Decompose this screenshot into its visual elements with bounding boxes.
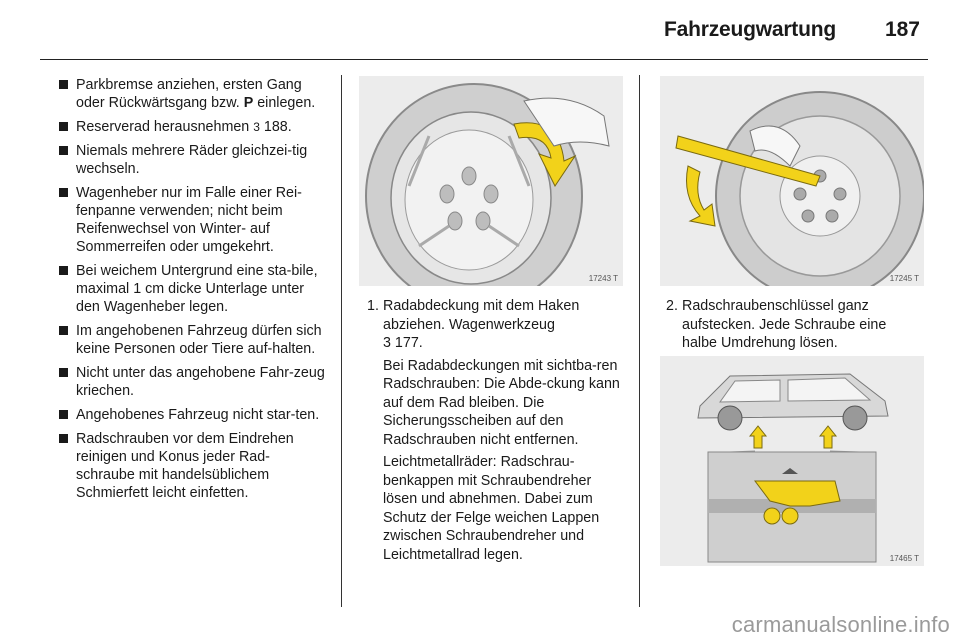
step-text: Radschraubenschlüssel ganz aufstecken. Jede Schraube eine halbe Umdrehung lösen. (682, 298, 887, 351)
bullet-square-icon (59, 122, 68, 131)
safety-bullet-list (56, 76, 328, 508)
page-reference-icon: 3 (253, 120, 260, 134)
step-1 (367, 297, 629, 568)
step-number: 1. (367, 298, 379, 314)
wheel-cover-removal-illustration (359, 76, 623, 286)
list-item: Parkbremse anziehen, ersten Gang oder Rückwärtsgang bzw. P einlegen. (56, 76, 328, 112)
jack-point-illustration (660, 356, 924, 566)
bullet-square-icon (59, 188, 68, 197)
figure-jack-points (660, 356, 924, 566)
bullet-square-icon (59, 434, 68, 443)
step-body (666, 297, 924, 353)
column-divider-right (639, 75, 640, 607)
list-item: Angehobenes Fahrzeug nicht star-ten. (56, 406, 328, 424)
column-divider-left (341, 75, 342, 607)
figure-wheel-cover (359, 76, 623, 286)
list-item: Nicht unter das angehobene Fahr-zeug kriechen. (56, 364, 328, 400)
figure-wheel-wrench (660, 76, 924, 286)
step-body (367, 297, 629, 564)
watermark: carmanualsonline.info (731, 612, 950, 637)
section-title: Fahrzeugwartung (663, 18, 836, 41)
list-item: Niemals mehrere Räder gleichzei-tig wechseln. (56, 142, 328, 178)
step-reference: 3 177. (383, 335, 423, 351)
bullet-square-icon (59, 326, 68, 335)
wheel-wrench-illustration (660, 76, 924, 286)
bullet-square-icon (59, 80, 68, 89)
figure-number: 17465 T (889, 554, 919, 563)
step-text: Bei Radabdeckungen mit sichtba-ren Radschrauben: Die Abde-ckung kann auf dem Rad bleiben. Die Sicherungsscheiben auf den Radschrauben nicht entfernen. (383, 357, 620, 448)
list-item: Reserverad herausnehmen 3 188. (56, 118, 328, 136)
page-header (40, 0, 928, 60)
step-text: Leichtmetallräder: Radschrau-benkappen mit Schraubendreher lösen und abnehmen. Dabei zum Schutz der Felge weichen Lappen zwischen Schraubendreher und Leichtmetallrad legen. (383, 454, 600, 563)
step-text: Radabdeckung mit dem Haken abziehen. Wagenwerkzeug (383, 298, 580, 333)
page-number: 187 (884, 18, 920, 41)
bullet-square-icon (59, 410, 68, 419)
bullet-square-icon (59, 266, 68, 275)
bullet-square-icon (59, 146, 68, 155)
bullet-square-icon (59, 368, 68, 377)
step-number: 2. (666, 298, 678, 314)
list-item: Bei weichem Untergrund eine sta-bile, maximal 1 cm dicke Unterlage unter den Wagenheber legen. (56, 262, 328, 316)
step-2 (666, 297, 924, 357)
figure-number: 17243 T (588, 274, 618, 283)
list-item: Wagenheber nur im Falle einer Rei-fenpanne verwenden; nicht beim Reifenwechsel von Winter- auf Sommerreifen oder umgekehrt. (56, 184, 328, 256)
figure-number: 17245 T (889, 274, 919, 283)
list-item: Im angehobenen Fahrzeug dürfen sich keine Personen oder Tiere auf-halten. (56, 322, 328, 358)
list-item: Radschrauben vor dem Eindrehen reinigen und Konus jeder Rad-schraube mit handelsüblichem Schmierfett leicht einfetten. (56, 430, 328, 502)
